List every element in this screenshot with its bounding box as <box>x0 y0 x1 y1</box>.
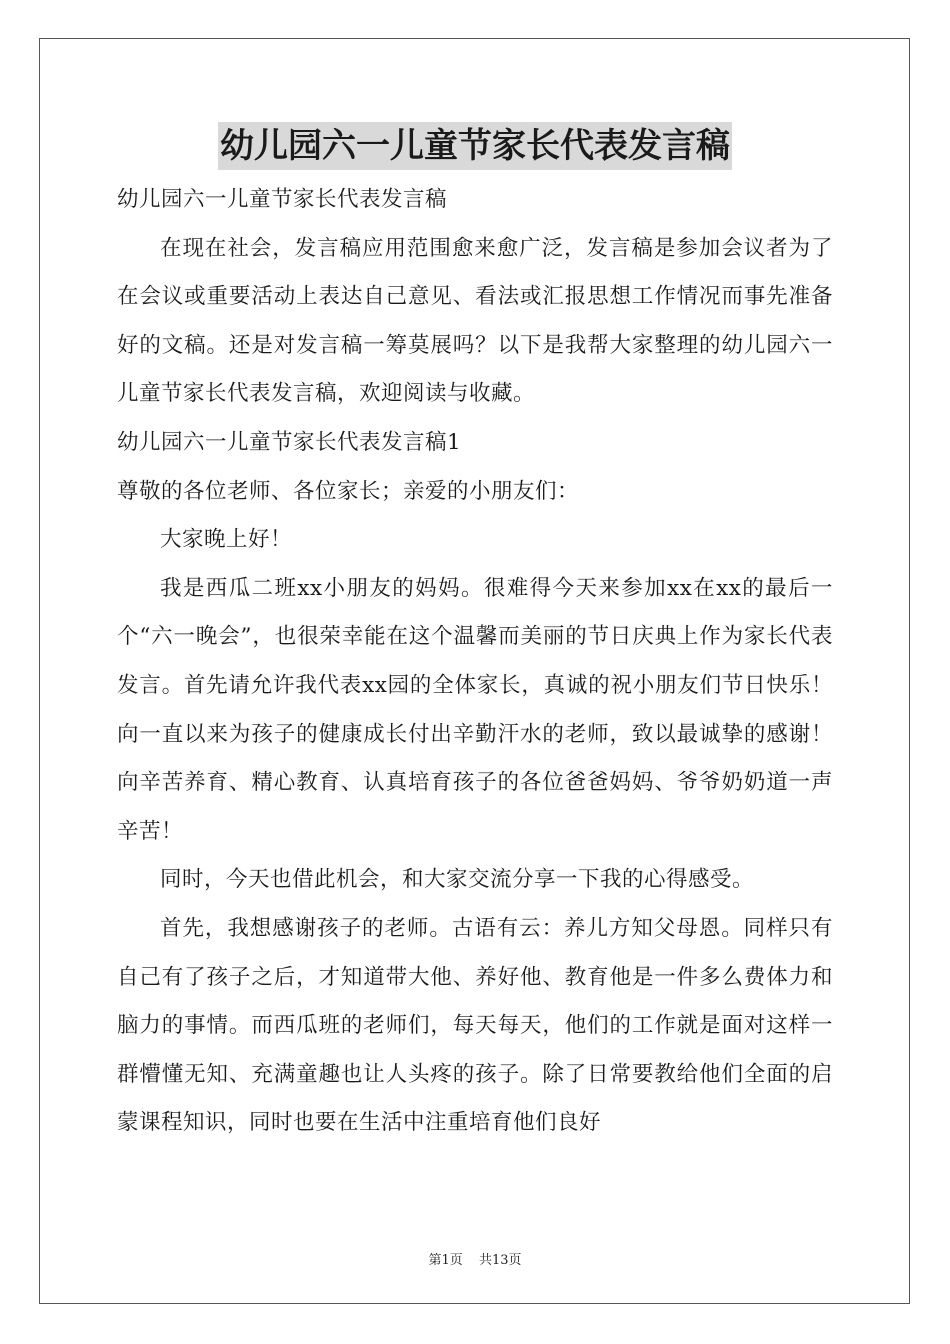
paragraph: 首先，我想感谢孩子的老师。古语有云：养儿方知父母恩。同样只有自己有了孩子之后，才知道带大他、养好他、教育他是一件多么费体力和脑力的事情。而西瓜班的老师们，每天每天，他们的工作就是面对这样一群懵懂无知、充满童趣也让人头疼的孩子。除了日常要教给他们全面的启蒙课程知识，同时也要在生活中注重培育他们良好 <box>117 915 833 1136</box>
document-title: 幼儿园六一儿童节家长代表发言稿 <box>218 122 732 170</box>
paragraph: 我是西瓜二班xx小朋友的妈妈。很难得今天来参加xx在xx的最后一个“六一晚会”，也很荣幸能在这个温馨而美丽的节日庆典上作为家长代表发言。首先请允许我代表xx园的全体家长，真诚的祝小朋友们节日快乐！向一直以来为孩子的健康成长付出辛勤汗水的老师，致以最诚挚的感谢！向辛苦养育、精心教育、认真培育孩子的各位爸爸妈妈、爷爷奶奶道一声辛苦！ <box>117 575 833 844</box>
document-body <box>117 176 833 1148</box>
page-total: 共13页 <box>478 1253 522 1268</box>
paragraph: 大家晚上好！ <box>160 527 293 553</box>
paragraph: 同时，今天也借此机会，和大家交流分享一下我的心得感受。 <box>160 867 755 893</box>
paragraph: 幼儿园六一儿童节家长代表发言稿 <box>117 187 448 212</box>
paragraph: 尊敬的各位老师、各位家长；亲爱的小朋友们： <box>117 478 580 504</box>
page-number: 第1页 <box>428 1253 463 1268</box>
paragraph: 在现在社会，发言稿应用范围愈来愈广泛，发言稿是参加会议者为了在会议或重要活动上表达自己意见、看法或汇报思想工作情况而事先准备好的文稿。还是对发言稿一筹莫展吗？以下是我帮大家整理的幼儿园六一儿童节家长代表发言稿，欢迎阅读与收藏。 <box>117 235 833 407</box>
paragraph: 幼儿园六一儿童节家长代表发言稿1 <box>117 429 462 455</box>
title-container <box>0 122 950 170</box>
page-footer <box>0 1249 950 1268</box>
